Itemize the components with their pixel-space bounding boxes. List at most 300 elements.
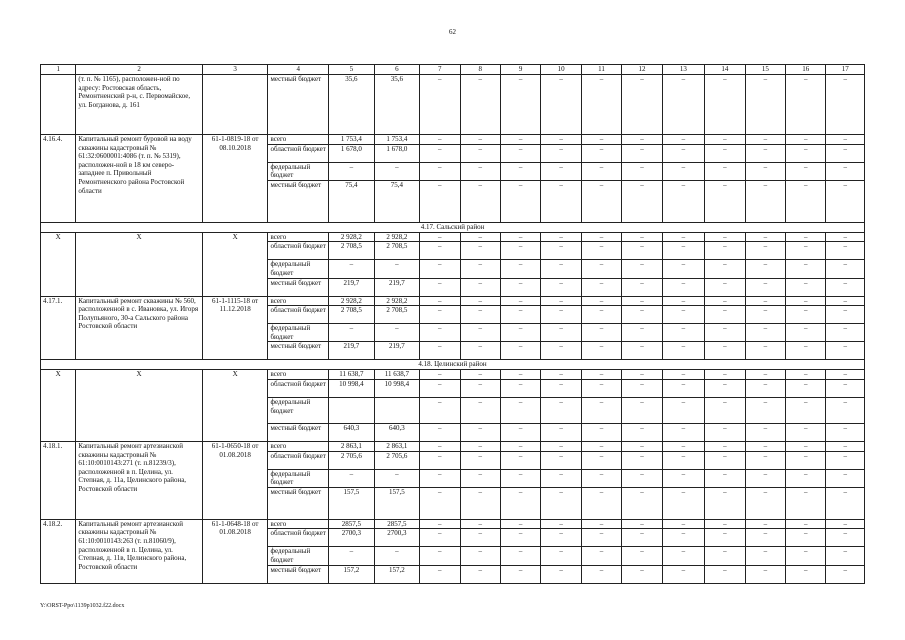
dash-cell: – (541, 260, 581, 278)
dash-cell: – (786, 441, 826, 451)
dash-cell: – (826, 232, 865, 242)
dash-cell: – (662, 260, 704, 278)
dash-cell: – (420, 260, 460, 278)
dash-cell: – (745, 260, 785, 278)
dash-cell: – (460, 565, 500, 583)
funding-source-label: всего (268, 519, 329, 529)
dash-cell: – (662, 135, 704, 145)
dash-cell: – (541, 242, 581, 260)
permit-number: 61-1-0819-18 от 08.10.2018 (202, 135, 268, 223)
dash-cell: – (500, 306, 540, 324)
value-col-5: – (329, 162, 374, 180)
dash-cell: – (581, 397, 621, 423)
dash-cell: – (541, 144, 581, 162)
section-header-row (41, 360, 865, 370)
dash-cell: – (460, 75, 500, 135)
dash-cell: – (420, 342, 460, 360)
value-col-6: – (374, 260, 419, 278)
dash-cell: – (662, 306, 704, 324)
dash-cell: – (662, 75, 704, 135)
dash-cell: – (500, 519, 540, 529)
dash-cell: – (662, 529, 704, 547)
dash-cell: – (705, 519, 745, 529)
value-col-5: 1 678,0 (329, 144, 374, 162)
dash-cell: – (541, 162, 581, 180)
funding-source-label: местный бюджет (268, 342, 329, 360)
object-description: (т. п. № 1165), расположен-ной по адресу: Ростовская область, Ремонтненский р-н, с. Первомайское, ул. Богданова, д. 161 (76, 75, 202, 135)
dash-cell: – (622, 451, 662, 469)
dash-cell: – (662, 441, 704, 451)
dash-cell: – (420, 180, 460, 222)
dash-cell: – (420, 232, 460, 242)
value-col-5: – (329, 547, 374, 565)
dash-cell: – (745, 324, 785, 342)
funding-source-label: всего (268, 296, 329, 306)
value-col-6: 11 638,7 (374, 370, 419, 380)
dash-cell: – (786, 565, 826, 583)
header-col-6: 6 (374, 65, 419, 75)
dash-cell: – (745, 451, 785, 469)
dash-cell: – (420, 423, 460, 441)
dash-cell: – (786, 75, 826, 135)
value-col-6: 2700,3 (374, 529, 419, 547)
dash-cell: – (460, 547, 500, 565)
dash-cell: – (705, 232, 745, 242)
value-col-6: 1 753,4 (374, 135, 419, 145)
dash-cell: – (786, 306, 826, 324)
dash-cell: – (786, 342, 826, 360)
dash-cell: – (581, 423, 621, 441)
dash-cell: – (622, 242, 662, 260)
dash-cell: – (420, 441, 460, 451)
value-col-6: – (374, 547, 419, 565)
dash-cell: – (460, 296, 500, 306)
dash-cell: – (420, 469, 460, 487)
dash-cell: – (826, 423, 865, 441)
row-number: Х (41, 370, 76, 442)
dash-cell: – (581, 451, 621, 469)
dash-cell: – (420, 519, 460, 529)
dash-cell: – (581, 379, 621, 397)
dash-cell: – (622, 423, 662, 441)
dash-cell: – (460, 342, 500, 360)
dash-cell: – (826, 242, 865, 260)
dash-cell: – (786, 397, 826, 423)
dash-cell: – (786, 379, 826, 397)
dash-cell: – (786, 242, 826, 260)
dash-cell: – (541, 441, 581, 451)
value-col-6: – (374, 469, 419, 487)
dash-cell: – (581, 135, 621, 145)
funding-source-label: всего (268, 370, 329, 380)
dash-cell: – (500, 451, 540, 469)
funding-source-label: федеральный бюджет (268, 260, 329, 278)
dash-cell: – (705, 441, 745, 451)
dash-cell: – (460, 242, 500, 260)
funding-source-label: местный бюджет (268, 487, 329, 519)
dash-cell: – (705, 423, 745, 441)
dash-cell: – (541, 469, 581, 487)
dash-cell: – (662, 232, 704, 242)
value-col-5: – (329, 324, 374, 342)
dash-cell: – (826, 180, 865, 222)
dash-cell: – (581, 296, 621, 306)
value-col-6: 10 998,4 (374, 379, 419, 397)
dash-cell: – (500, 547, 540, 565)
row-number: 4.17.1. (41, 296, 76, 360)
value-col-5 (329, 397, 374, 423)
dash-cell: – (420, 144, 460, 162)
dash-cell: – (745, 370, 785, 380)
header-col-16: 16 (786, 65, 826, 75)
permit-number (202, 75, 268, 135)
header-col-12: 12 (622, 65, 662, 75)
permit-number: 61-1-0650-18 от 01.08.2018 (202, 441, 268, 519)
dash-cell: – (662, 162, 704, 180)
value-col-5: 10 998,4 (329, 379, 374, 397)
dash-cell: – (662, 451, 704, 469)
value-col-5: 2 863,1 (329, 441, 374, 451)
dash-cell: – (500, 75, 540, 135)
dash-cell: – (786, 162, 826, 180)
dash-cell: – (622, 519, 662, 529)
value-col-5: 2 708,5 (329, 306, 374, 324)
funding-source-label: областной бюджет (268, 529, 329, 547)
dash-cell: – (460, 324, 500, 342)
dash-cell: – (541, 324, 581, 342)
dash-cell: – (541, 278, 581, 296)
dash-cell: – (662, 469, 704, 487)
dash-cell: – (460, 144, 500, 162)
dash-cell: – (420, 370, 460, 380)
dash-cell: – (786, 469, 826, 487)
funding-source-label: федеральный бюджет (268, 547, 329, 565)
dash-cell: – (786, 278, 826, 296)
dash-cell: – (541, 379, 581, 397)
dash-cell: – (581, 519, 621, 529)
dash-cell: – (500, 370, 540, 380)
dash-cell: – (581, 547, 621, 565)
funding-source-label: местный бюджет (268, 565, 329, 583)
header-col-14: 14 (705, 65, 745, 75)
dash-cell: – (541, 232, 581, 242)
row-number: Х (41, 232, 76, 296)
dash-cell: – (786, 296, 826, 306)
funding-source-label: федеральный бюджет (268, 162, 329, 180)
object-description: Х (76, 370, 202, 442)
value-col-6: 219,7 (374, 342, 419, 360)
dash-cell: – (541, 397, 581, 423)
dash-cell: – (581, 324, 621, 342)
dash-cell: – (786, 324, 826, 342)
value-col-6: 2 863,1 (374, 441, 419, 451)
dash-cell: – (662, 379, 704, 397)
dash-cell: – (826, 529, 865, 547)
permit-number: 61-1-0648-18 от 01.08.2018 (202, 519, 268, 583)
value-col-6: 2 928,2 (374, 232, 419, 242)
dash-cell: – (705, 342, 745, 360)
dash-cell: – (622, 529, 662, 547)
funding-source-label: федеральный бюджет (268, 469, 329, 487)
dash-cell: – (745, 144, 785, 162)
dash-cell: – (786, 144, 826, 162)
dash-cell: – (826, 306, 865, 324)
funding-source-label: всего (268, 232, 329, 242)
dash-cell: – (500, 162, 540, 180)
dash-cell: – (622, 180, 662, 222)
table-row (41, 441, 865, 451)
object-description: Капитальный ремонт буровой на воду скважины кадастровый № 61:32:0600001:4086 (т. п. № 5319), расположен-ной в 18 км северо-западнее п. Привольный Ремонтненского района Ростовской области (76, 135, 202, 223)
dash-cell: – (745, 441, 785, 451)
dash-cell: – (622, 324, 662, 342)
dash-cell: – (826, 135, 865, 145)
dash-cell: – (581, 232, 621, 242)
table-row (41, 135, 865, 145)
dash-cell: – (622, 547, 662, 565)
dash-cell: – (662, 565, 704, 583)
dash-cell: – (745, 278, 785, 296)
dash-cell: – (460, 260, 500, 278)
header-col-13: 13 (662, 65, 704, 75)
dash-cell: – (622, 441, 662, 451)
table-row (41, 75, 865, 135)
dash-cell: – (541, 342, 581, 360)
table-row (41, 296, 865, 306)
row-number: 4.18.2. (41, 519, 76, 583)
dash-cell: – (460, 162, 500, 180)
dash-cell: – (826, 397, 865, 423)
dash-cell: – (460, 232, 500, 242)
dash-cell: – (745, 469, 785, 487)
dash-cell: – (705, 135, 745, 145)
dash-cell: – (541, 135, 581, 145)
dash-cell: – (581, 180, 621, 222)
value-col-5: 11 638,7 (329, 370, 374, 380)
dash-cell: – (786, 370, 826, 380)
dash-cell: – (662, 180, 704, 222)
funding-source-label: местный бюджет (268, 278, 329, 296)
dash-cell: – (662, 278, 704, 296)
dash-cell: – (500, 487, 540, 519)
dash-cell: – (581, 469, 621, 487)
dash-cell: – (420, 135, 460, 145)
dash-cell: – (622, 232, 662, 242)
dash-cell: – (662, 423, 704, 441)
dash-cell: – (420, 296, 460, 306)
dash-cell: – (581, 278, 621, 296)
row-number (41, 75, 76, 135)
dash-cell: – (786, 260, 826, 278)
dash-cell: – (826, 565, 865, 583)
dash-cell: – (786, 487, 826, 519)
value-col-5: 2 708,5 (329, 242, 374, 260)
value-col-5: 2857,5 (329, 519, 374, 529)
dash-cell: – (500, 529, 540, 547)
dash-cell: – (786, 135, 826, 145)
object-description: Капитальный ремонт артезианской скважины кадастровый № 61:10:0010143:271 (т. п.81239/3), расположенной в п. Целина, ул. Степная, д. 11а, Целинского района, Ростовской области (76, 441, 202, 519)
dash-cell: – (786, 451, 826, 469)
dash-cell: – (420, 278, 460, 296)
dash-cell: – (826, 342, 865, 360)
dash-cell: – (460, 135, 500, 145)
funding-source-label: федеральный бюджет (268, 397, 329, 423)
object-description: Капитальный ремонт скважины № 560, расположенной в с. Ивановка, ул. Игоря Полупьяного, 30-а Сальского района Ростовской области (76, 296, 202, 360)
funding-source-label: областной бюджет (268, 379, 329, 397)
dash-cell: – (745, 423, 785, 441)
dash-cell: – (662, 242, 704, 260)
value-col-5: 157,2 (329, 565, 374, 583)
value-col-5: 1 753,4 (329, 135, 374, 145)
dash-cell: – (541, 451, 581, 469)
dash-cell: – (745, 565, 785, 583)
dash-cell: – (420, 306, 460, 324)
funding-source-label: местный бюджет (268, 75, 329, 135)
budget-table (40, 64, 865, 584)
dash-cell: – (662, 519, 704, 529)
dash-cell: – (420, 162, 460, 180)
footer-file-path: Y:\ORST-Ppo\1139p1032.f22.docx (40, 603, 125, 609)
header-col-7: 7 (420, 65, 460, 75)
dash-cell: – (745, 162, 785, 180)
dash-cell: – (500, 379, 540, 397)
header-col-10: 10 (541, 65, 581, 75)
value-col-5: 219,7 (329, 342, 374, 360)
dash-cell: – (705, 397, 745, 423)
value-col-5: 219,7 (329, 278, 374, 296)
header-col-15: 15 (745, 65, 785, 75)
dash-cell: – (826, 547, 865, 565)
dash-cell: – (460, 487, 500, 519)
header-row (41, 65, 865, 75)
dash-cell: – (581, 144, 621, 162)
dash-cell: – (745, 242, 785, 260)
value-col-5: 2 928,2 (329, 296, 374, 306)
dash-cell: – (786, 423, 826, 441)
funding-source-label: местный бюджет (268, 180, 329, 222)
dash-cell: – (662, 342, 704, 360)
dash-cell: – (541, 487, 581, 519)
permit-number: Х (202, 370, 268, 442)
dash-cell: – (622, 487, 662, 519)
dash-cell: – (786, 232, 826, 242)
dash-cell: – (500, 441, 540, 451)
dash-cell: – (420, 487, 460, 519)
dash-cell: – (541, 296, 581, 306)
dash-cell: – (826, 451, 865, 469)
dash-cell: – (745, 547, 785, 565)
dash-cell: – (460, 469, 500, 487)
dash-cell: – (705, 278, 745, 296)
dash-cell: – (662, 324, 704, 342)
dash-cell: – (826, 441, 865, 451)
dash-cell: – (541, 370, 581, 380)
dash-cell: – (662, 547, 704, 565)
value-col-6: 157,5 (374, 487, 419, 519)
value-col-6: 640,3 (374, 423, 419, 441)
value-col-6 (374, 397, 419, 423)
dash-cell: – (460, 180, 500, 222)
value-col-5: 2700,3 (329, 529, 374, 547)
dash-cell: – (705, 451, 745, 469)
dash-cell: – (581, 242, 621, 260)
dash-cell: – (662, 296, 704, 306)
dash-cell: – (541, 519, 581, 529)
dash-cell: – (420, 565, 460, 583)
dash-cell: – (705, 370, 745, 380)
dash-cell: – (705, 469, 745, 487)
value-col-6: 219,7 (374, 278, 419, 296)
section-header-row (41, 222, 865, 232)
dash-cell: – (786, 180, 826, 222)
dash-cell: – (460, 306, 500, 324)
funding-source-label: федеральный бюджет (268, 324, 329, 342)
value-col-6: 2857,5 (374, 519, 419, 529)
dash-cell: – (622, 162, 662, 180)
value-col-6: 75,4 (374, 180, 419, 222)
dash-cell: – (460, 441, 500, 451)
permit-number: 61-1-1115-18 от 11.12.2018 (202, 296, 268, 360)
header-col-2: 2 (76, 65, 202, 75)
dash-cell: – (460, 519, 500, 529)
section-title: 4.17. Сальский район (41, 222, 865, 232)
dash-cell: – (541, 423, 581, 441)
value-col-6: – (374, 162, 419, 180)
dash-cell: – (705, 242, 745, 260)
dash-cell: – (745, 379, 785, 397)
header-col-9: 9 (500, 65, 540, 75)
table-row (41, 370, 865, 380)
dash-cell: – (420, 75, 460, 135)
dash-cell: – (826, 296, 865, 306)
dash-cell: – (460, 370, 500, 380)
dash-cell: – (826, 162, 865, 180)
dash-cell: – (705, 75, 745, 135)
dash-cell: – (500, 397, 540, 423)
value-col-6: 157,2 (374, 565, 419, 583)
dash-cell: – (541, 75, 581, 135)
dash-cell: – (705, 487, 745, 519)
dash-cell: – (581, 565, 621, 583)
value-col-5: 157,5 (329, 487, 374, 519)
header-col-1: 1 (41, 65, 76, 75)
header-col-4: 4 (268, 65, 329, 75)
dash-cell: – (622, 342, 662, 360)
dash-cell: – (581, 370, 621, 380)
value-col-5: 640,3 (329, 423, 374, 441)
permit-number: Х (202, 232, 268, 296)
dash-cell: – (705, 324, 745, 342)
row-number: 4.18.1. (41, 441, 76, 519)
dash-cell: – (460, 278, 500, 296)
dash-cell: – (581, 441, 621, 451)
dash-cell: – (826, 324, 865, 342)
value-col-5: 35,6 (329, 75, 374, 135)
dash-cell: – (786, 547, 826, 565)
dash-cell: – (581, 75, 621, 135)
dash-cell: – (622, 370, 662, 380)
dash-cell: – (826, 379, 865, 397)
dash-cell: – (460, 379, 500, 397)
header-col-11: 11 (581, 65, 621, 75)
dash-cell: – (581, 342, 621, 360)
funding-source-label: областной бюджет (268, 306, 329, 324)
dash-cell: – (460, 529, 500, 547)
dash-cell: – (826, 370, 865, 380)
dash-cell: – (500, 278, 540, 296)
dash-cell: – (420, 397, 460, 423)
value-col-6: 2 708,5 (374, 306, 419, 324)
dash-cell: – (581, 162, 621, 180)
